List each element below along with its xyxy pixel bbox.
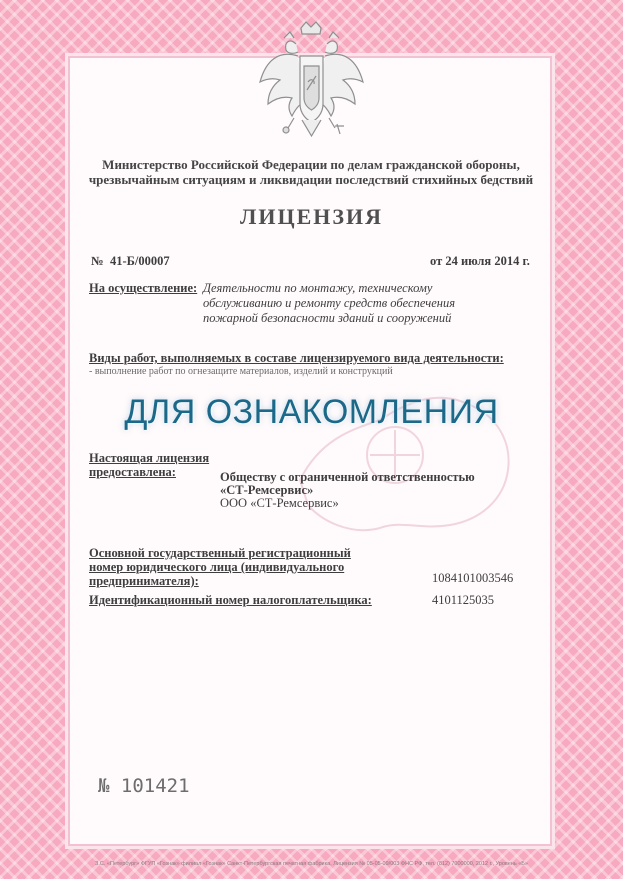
- granted-label-line-2: предоставлена:: [89, 465, 176, 479]
- granted-label-line-1: Настоящая лицензия: [89, 451, 210, 465]
- printer-footer: З.С. «Петербург» ФГУП «Гознак» филиал «Гознак» Санкт-Петербургская печатная фабрика, Лицензия № 05-05-09/003 ФНС РФ, тел. (812) 7000000, 2012 г., Уровень «Б»: [95, 861, 528, 867]
- work-types-value: - выполнение работ по огнезащите материалов, изделий и конструкций: [89, 366, 393, 377]
- granted-company-line-1: Обществу с ограниченной ответственностью: [220, 470, 475, 484]
- purpose-line-1: Деятельности по монтажу, техническому: [203, 281, 433, 295]
- purpose-label: На осуществление:: [89, 281, 198, 295]
- purpose-line-3: пожарной безопасности зданий и сооружений: [203, 311, 452, 325]
- russia-map-watermark-icon: [290, 360, 520, 550]
- document-title: ЛИЦЕНЗИЯ: [239, 204, 383, 229]
- ogrn-label-line-3: предпринимателя):: [89, 574, 199, 588]
- inn-value: 4101125035: [432, 593, 495, 607]
- license-date: от 24 июля 2014 г.: [430, 254, 530, 268]
- purpose-line-2: обслуживанию и ремонту средств обеспечения: [203, 296, 456, 310]
- ogrn-label-line-1: Основной государственный регистрационный: [89, 546, 351, 560]
- ministry-name-line-2: чрезвычайным ситуациям и ликвидации последствий стихийных бедствий: [88, 172, 534, 187]
- license-number-value: 41-Б/00007: [110, 254, 170, 268]
- ogrn-label-line-2: номер юридического лица (индивидуального: [89, 560, 345, 574]
- ogrn-value: 1084101003546: [432, 571, 514, 585]
- granted-company-short: ООО «СТ-Ремсервис»: [220, 496, 339, 510]
- license-number-label: №: [91, 254, 104, 268]
- granted-company-line-2: «СТ-Ремсервис»: [220, 483, 314, 497]
- ministry-name-line-1: Министерство Российской Федерации по делам гражданской обороны,: [102, 157, 520, 172]
- inn-label: Идентификационный номер налогоплательщика:: [89, 593, 372, 607]
- for-review-watermark: ДЛЯ ОЗНАКОМЛЕНИЯ: [124, 393, 499, 431]
- form-serial-number: № 101421: [98, 775, 190, 797]
- russian-coat-of-arms-emblem-icon: [254, 20, 369, 140]
- work-types-label: Виды работ, выполняемых в составе лицензируемого вида деятельности:: [89, 351, 504, 365]
